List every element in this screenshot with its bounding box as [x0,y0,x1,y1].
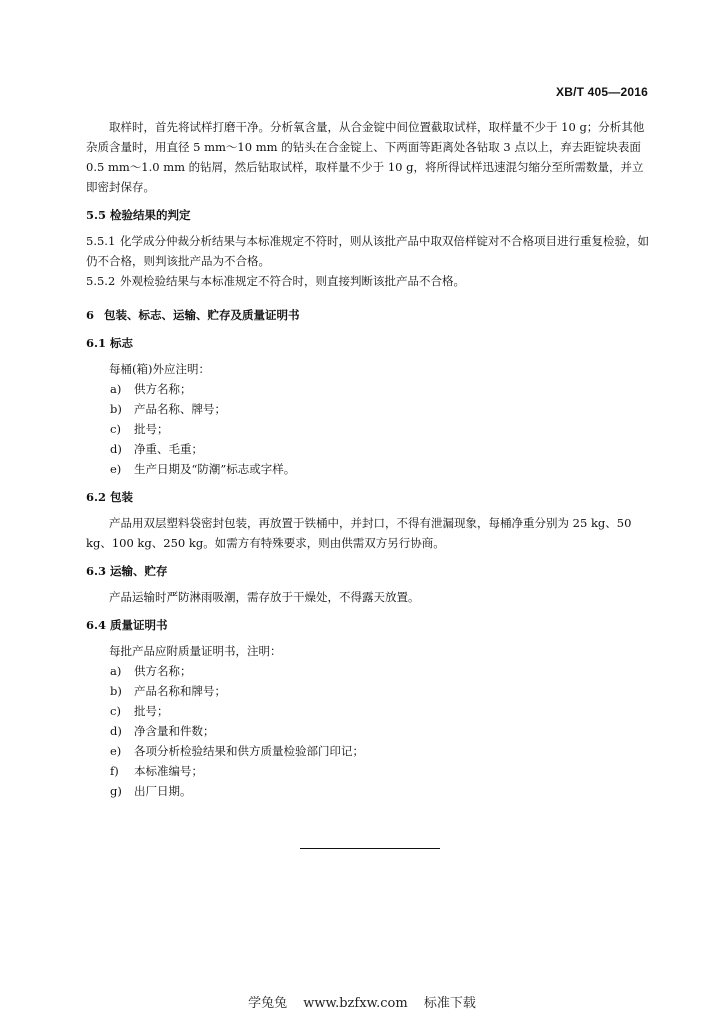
transport-paragraph: 产品运输时严防淋雨吸潮，需存放于干燥处，不得露天放置。 [109,590,420,604]
list-item [86,661,654,681]
document-body [86,117,654,801]
list-item-text: 批号； [134,704,169,718]
clause-number: 6.4 [86,618,107,632]
list-marker: c) [110,704,121,718]
list-item [86,459,654,479]
list-item-text: 生产日期及“防潮”标志或字样。 [134,462,296,476]
list-item-text: 本标准编号； [134,764,203,778]
clause-number: 6.1 [86,336,107,350]
chapter-title: 包装、标志、运输、贮存及质量证明书 [104,308,300,322]
packaging-paragraph: 产品用双层塑料袋密封包装，再放置于铁桶中，并封口，不得有泄漏现象，每桶净重分别为 25 kg、50 kg、100 kg、250 kg。如需方有特殊要求，则由供需双方另行协商。 [86,516,632,550]
list-item-text: 净含量和件数； [134,724,215,738]
end-of-standard-rule [300,848,440,849]
footer-watermark [0,992,724,1011]
list-marker: e) [110,462,122,476]
list-item-text: 批号； [134,422,169,436]
footer-url[interactable]: www.bzfxw.com [303,996,408,1011]
list-item [86,399,654,419]
list-item-text: 供方名称； [134,382,192,396]
list-item [86,439,654,459]
clause-number: 6.2 [86,490,107,504]
sampling-paragraph: 取样时，首先将试样打磨干净。分析氧含量，从合金锭中间位置截取试样，取样量不少于 10 g；分析其他杂质含量时，用直径 5 mm～10 mm 的钻头在合金锭上、下两面等距离处各钻取 3 点以上，弃去距锭块表面 0.5 mm～1.0 mm 的钻屑，然后钻取试样，取样量不少于 10 g，将所得试样迅速混匀缩分至所需数量，并立即密封保存。 [86,120,645,194]
clause-6-3-heading [86,561,654,581]
clause-text: 外观检验结果与本标准规定不符合时，则直接判断该批产品不合格。 [120,274,465,288]
list-item [86,701,654,721]
certificate-intro: 每批产品应附质量证明书，注明： [109,644,282,658]
list-marker: g) [110,784,122,798]
marking-intro: 每桶(箱)外应注明： [109,362,210,376]
standard-code: XB/T 405—2016 [556,85,648,99]
clause-number: 5.5.2 [86,274,116,288]
list-item-text: 供方名称； [134,664,192,678]
list-marker: d) [110,724,122,738]
chapter-6-heading [86,305,654,325]
list-item-text: 出厂日期。 [134,784,192,798]
clause-number: 5.5.1 [86,234,116,248]
footer-site-name: 学兔兔 [248,996,288,1011]
list-marker: c) [110,422,121,436]
clause-6-4-heading [86,615,654,635]
clause-text: 化学成分仲裁分析结果与本标准规定不符时，则从该批产品中取双倍样锭对不合格项目进行重复检验，如仍不合格，则判该批产品为不合格。 [86,234,649,268]
list-item [86,681,654,701]
list-marker: d) [110,442,122,456]
list-item [86,419,654,439]
list-marker: b) [110,402,122,416]
list-item [86,761,654,781]
clause-title: 检验结果的判定 [110,208,191,222]
list-item-text: 各项分析检验结果和供方质量检验部门印记； [134,744,364,758]
list-item-text: 产品名称、牌号； [134,402,226,416]
list-item [86,781,654,801]
list-item-text: 产品名称和牌号； [134,684,226,698]
list-item [86,721,654,741]
clause-title: 包装 [110,490,133,504]
clause-5-5-heading [86,205,654,225]
clause-title: 质量证明书 [110,618,168,632]
clause-6-2-heading [86,487,654,507]
clause-5-5-2 [86,271,654,291]
list-item [86,741,654,761]
clause-number: 5.5 [86,208,107,222]
clause-title: 标志 [110,336,133,350]
clause-6-1-heading [86,333,654,353]
footer-tagline: 标准下载 [423,996,476,1011]
clause-number: 6.3 [86,564,107,578]
list-marker: a) [110,664,122,678]
clause-title: 运输、贮存 [110,564,168,578]
clause-5-5-1 [86,231,654,271]
list-marker: b) [110,684,122,698]
list-item [86,379,654,399]
list-marker: a) [110,382,122,396]
list-marker: f) [110,764,119,778]
list-marker: e) [110,744,122,758]
list-item-text: 净重、毛重； [134,442,203,456]
chapter-number: 6 [86,308,95,322]
